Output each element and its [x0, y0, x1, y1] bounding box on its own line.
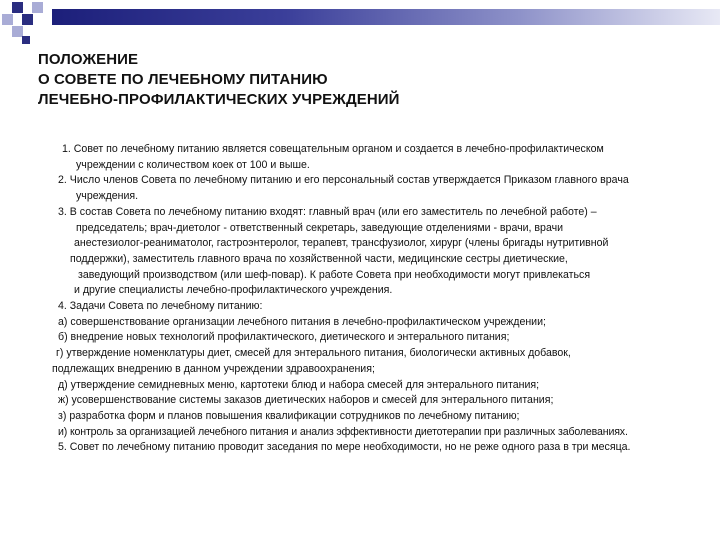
paragraph-line: д) утверждение семидневных меню, картотеки блюд и набора смесей для энтерального питания; — [58, 378, 540, 391]
paragraph-line: з) разработка форм и планов повышения квалификации сотрудников по лечебному питанию; — [58, 409, 520, 422]
deco-square — [2, 14, 13, 25]
paragraph-line: подлежащих внедрению в данном учреждении здравоохранения; — [52, 362, 375, 375]
paragraph-line: учреждения. — [76, 190, 139, 203]
title-line: О СОВЕТЕ ПО ЛЕЧЕБНОМУ ПИТАНИЮ — [38, 71, 328, 88]
paragraph-line: 5. Совет по лечебному питанию проводит заседания по мере необходимости, но не реже одного раза в три месяца. — [58, 441, 631, 454]
paragraph-line: поддержки), заместитель главного врача по хозяйственной части, медицинские сестры диетические, — [70, 252, 568, 265]
regulation-body — [0, 142, 720, 456]
paragraph-line: и) контроль за организацией лечебного питания и анализ эффективности диетотерапии при различных заболеваниях. — [58, 425, 628, 438]
paragraph-line: анестезиолог-реаниматолог, гастроэнтеролог, терапевт, трансфузиолог, хирург (члены бригады нутритивной — [74, 237, 609, 250]
document-title — [38, 50, 678, 110]
paragraph-line: учреждении с количеством коек от 100 и выше. — [76, 158, 310, 171]
decorative-squares — [0, 0, 56, 48]
deco-square — [32, 2, 43, 13]
paragraph-line: ж) усовершенствование системы заказов диетических наборов и смесей для энтерального питания; — [58, 394, 554, 407]
paragraph-line: 2. Число членов Совета по лечебному питанию и его персональный состав утверждается Приказом главного врача — [58, 174, 629, 187]
paragraph-line: 1. Совет по лечебному питанию является совещательным органом и создается в лечебно-профилактическом — [62, 143, 604, 155]
deco-square — [22, 36, 30, 44]
paragraph-line: председатель; врач-диетолог - ответственный секретарь, заведующие отделениями - врачи, врачи — [76, 221, 564, 234]
paragraph-line: и другие специалисты лечебно-профилактического учреждения. — [74, 284, 393, 297]
deco-square — [22, 14, 33, 25]
paragraph-line: г) утверждение номенклатуры диет, смесей для энтерального питания, биологически активных добавок, — [56, 347, 571, 360]
deco-square — [12, 2, 23, 13]
title-line: ПОЛОЖЕНИЕ — [38, 51, 139, 68]
paragraph-line: заведующий производством (или шеф-повар). К работе Совета при необходимости могут привлекаться — [78, 268, 591, 281]
paragraph-line: а) совершенствование организации лечебного питания в лечебно-профилактическом учреждении; — [58, 315, 546, 328]
paragraph-line: 4. Задачи Совета по лечебному питанию: — [58, 300, 263, 313]
paragraph-line: 3. В состав Совета по лечебному питанию входят: главный врач (или его заместитель по лечебной работе) – — [58, 205, 597, 218]
decorative-title-band — [52, 9, 720, 25]
title-line: ЛЕЧЕБНО-ПРОФИЛАКТИЧЕСКИХ УЧРЕЖДЕНИЙ — [38, 91, 400, 108]
paragraph-line: б) внедрение новых технологий профилактического, диетического и энтерального питания; — [58, 331, 510, 344]
